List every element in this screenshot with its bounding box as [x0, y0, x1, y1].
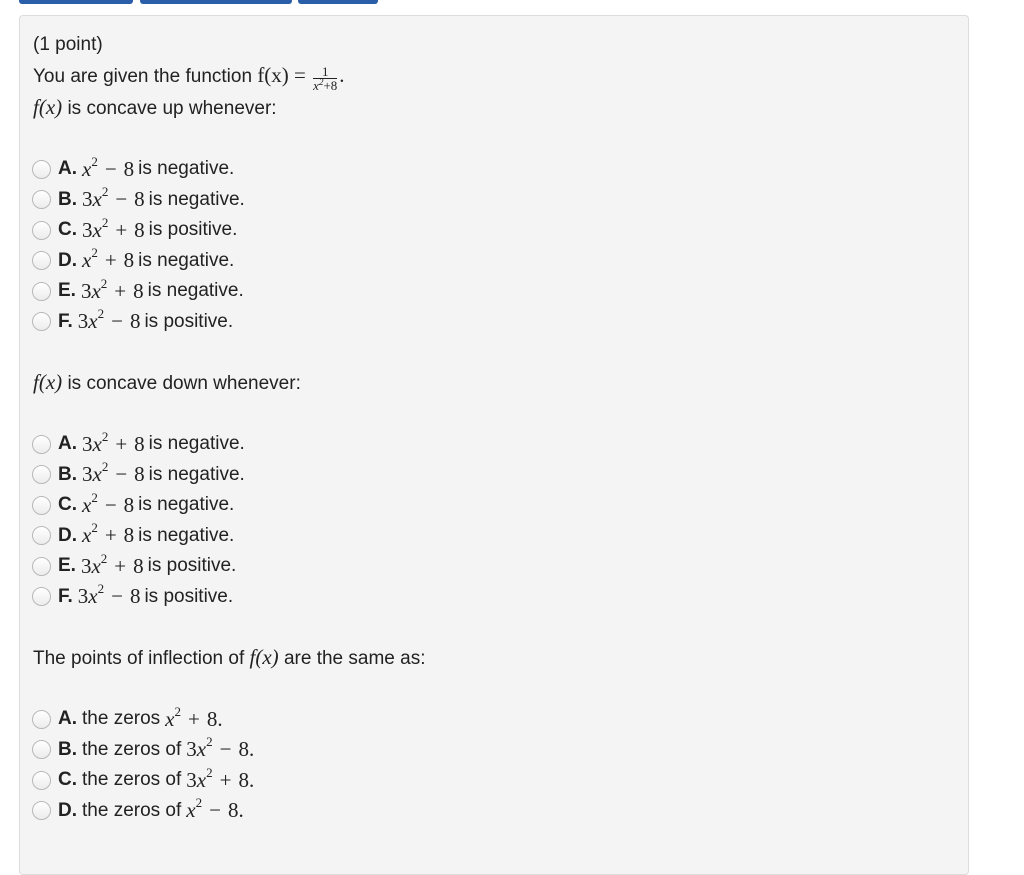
function-name: f(x) = [257, 63, 306, 87]
option-row[interactable] [33, 154, 933, 185]
option-list [33, 154, 933, 337]
option-row[interactable] [33, 735, 933, 766]
points-label: (1 point) [33, 34, 103, 55]
option-letter: F. [58, 585, 73, 607]
question-prompt [33, 642, 933, 674]
option-row[interactable] [33, 215, 933, 246]
top-tab-1[interactable] [19, 0, 133, 4]
option-row[interactable] [33, 460, 933, 491]
radio-button[interactable] [32, 312, 51, 331]
top-tab-bar [0, 0, 1024, 4]
intro-text: You are given the function [33, 66, 253, 87]
option-letter: D. [58, 249, 77, 271]
option-row[interactable] [33, 796, 933, 827]
option-expression: $3x^2 - 8$ [82, 184, 145, 212]
radio-button[interactable] [32, 221, 51, 240]
option-expression: $x^2 - 8$ [82, 489, 135, 517]
option-text: is negative. [148, 188, 245, 210]
radio-button[interactable] [32, 801, 51, 820]
question-1 [33, 92, 933, 337]
option-letter: E. [58, 280, 76, 302]
option-expression: $x^2 + 8$. [165, 703, 223, 731]
problem-content [33, 30, 933, 826]
option-row[interactable] [33, 704, 933, 735]
option-expression: $x^2 + 8$ [82, 520, 135, 548]
radio-button[interactable] [32, 587, 51, 606]
option-text: is negative. [138, 158, 235, 180]
radio-button[interactable] [32, 557, 51, 576]
option-prefix-text: the zeros of [82, 799, 182, 821]
option-prefix-text: the zeros of [82, 738, 182, 760]
top-tab-2[interactable] [140, 0, 292, 4]
option-letter: E. [58, 555, 76, 577]
statement-period: . [339, 63, 345, 87]
option-row[interactable] [33, 582, 933, 613]
option-expression: $3x^2 - 8$ [77, 581, 141, 609]
option-expression: $3x^2 + 8$ [82, 214, 145, 242]
option-letter: A. [58, 433, 77, 455]
prompt-function: f(x) [33, 370, 63, 394]
option-text: is positive. [148, 219, 238, 241]
prompt-function: f(x) [33, 95, 63, 119]
option-row[interactable] [33, 521, 933, 552]
question-2 [33, 337, 933, 612]
option-letter: F. [58, 310, 73, 332]
question-list [33, 92, 933, 826]
option-expression: $3x^2 + 8$ [80, 550, 144, 578]
radio-button[interactable] [32, 496, 51, 515]
option-expression: $3x^2 - 8$. [186, 734, 255, 762]
option-text: is negative. [138, 494, 235, 516]
question-prompt [33, 92, 933, 124]
option-prefix-text: the zeros of [82, 769, 182, 791]
radio-button[interactable] [32, 160, 51, 179]
option-letter: D. [58, 524, 77, 546]
option-list [33, 704, 933, 826]
radio-button[interactable] [32, 526, 51, 545]
option-expression: $x^2 - 8$ [82, 153, 135, 181]
radio-button[interactable] [32, 190, 51, 209]
prompt-text: are the same as: [283, 648, 426, 669]
prompt-prefix: The points of inflection of [33, 648, 245, 669]
option-letter: C. [58, 219, 77, 241]
option-row[interactable] [33, 276, 933, 307]
question-prompt [33, 367, 933, 399]
prompt-function: f(x) [249, 645, 279, 669]
fraction-denominator: $x^2+8$ [313, 77, 338, 94]
option-letter: A. [58, 708, 77, 730]
option-text: is negative. [138, 524, 235, 546]
option-prefix-text: the zeros [82, 708, 161, 730]
option-letter: C. [58, 769, 77, 791]
option-letter: C. [58, 494, 77, 516]
option-letter: D. [58, 799, 77, 821]
top-tab-3[interactable] [298, 0, 378, 4]
radio-button[interactable] [32, 710, 51, 729]
option-letter: A. [58, 158, 77, 180]
radio-button[interactable] [32, 251, 51, 270]
option-expression: $x^2 + 8$ [82, 245, 135, 273]
prompt-text: is concave down whenever: [67, 373, 301, 394]
radio-button[interactable] [32, 282, 51, 301]
option-row[interactable] [33, 490, 933, 521]
option-expression: $3x^2 + 8$. [186, 764, 255, 792]
option-row[interactable] [33, 246, 933, 277]
function-fraction [313, 65, 337, 92]
option-expression: $3x^2 - 8$ [82, 459, 145, 487]
option-row[interactable] [33, 429, 933, 460]
option-row[interactable] [33, 551, 933, 582]
fraction-numerator: 1 [313, 65, 337, 79]
option-expression: $x^2 - 8$. [186, 795, 244, 823]
option-expression: $3x^2 + 8$ [82, 428, 145, 456]
option-row[interactable] [33, 765, 933, 796]
option-row[interactable] [33, 307, 933, 338]
option-expression: $3x^2 + 8$ [80, 275, 144, 303]
option-text: is negative. [148, 463, 245, 485]
option-letter: B. [58, 738, 77, 760]
option-text: is negative. [148, 433, 245, 455]
option-letter: B. [58, 463, 77, 485]
option-text: is negative. [147, 280, 244, 302]
radio-button[interactable] [32, 435, 51, 454]
radio-button[interactable] [32, 771, 51, 790]
option-text: is positive. [144, 585, 234, 607]
problem-statement [33, 60, 933, 92]
question-3 [33, 612, 933, 826]
radio-button[interactable] [32, 740, 51, 759]
option-text: is positive. [147, 555, 237, 577]
option-text: is negative. [138, 249, 235, 271]
option-row[interactable] [33, 185, 933, 216]
option-text: is positive. [144, 310, 234, 332]
radio-button[interactable] [32, 465, 51, 484]
option-expression: $3x^2 - 8$ [77, 306, 141, 334]
option-list [33, 429, 933, 612]
option-letter: B. [58, 188, 77, 210]
prompt-text: is concave up whenever: [67, 98, 277, 119]
